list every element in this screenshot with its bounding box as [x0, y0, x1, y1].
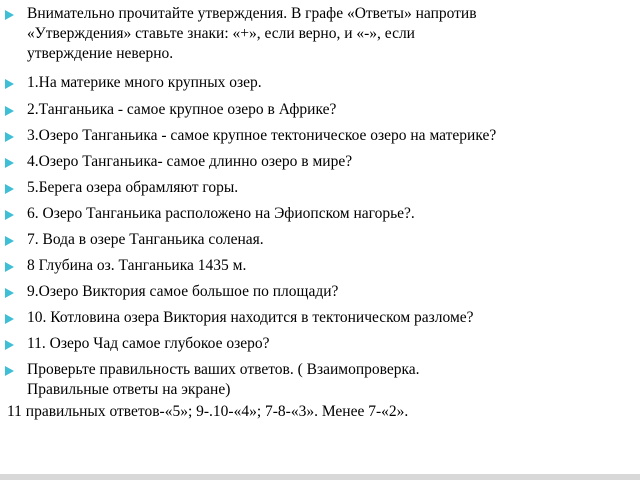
bullet-arrow-icon — [5, 314, 14, 324]
statement-text: 2.Танганьика - самое крупное озеро в Африке? — [27, 101, 337, 118]
bullet-arrow-icon — [5, 184, 14, 194]
bullet-arrow-icon — [5, 236, 14, 246]
statement-text: 6. Озеро Танганьика расположено на Эфиопском нагорье?. — [27, 205, 415, 222]
statement-text: 10. Котловина озера Виктория находится в тектоническом разломе? — [27, 309, 474, 326]
bullet-arrow-icon — [5, 132, 14, 142]
bullet-arrow-icon — [5, 158, 14, 168]
bullet-arrow-icon — [5, 366, 14, 376]
grading-scale: 11 правильных ответов-«5»; 9-.10-«4»; 7-8-«3». Менее 7-«2». — [7, 403, 409, 420]
bullet-arrow-icon — [5, 340, 14, 350]
bullet-arrow-icon — [5, 210, 14, 220]
statement-text: 8 Глубина оз. Танганьика 1435 м. — [27, 257, 247, 274]
statement-text: 9.Озеро Виктория самое большое по площади? — [27, 283, 339, 300]
statement-text: 5.Берега озера обрамляют горы. — [27, 179, 239, 196]
bullet-arrow-icon — [5, 79, 14, 89]
bullet-arrow-icon — [5, 288, 14, 298]
bullet-arrow-icon — [5, 106, 14, 116]
statement-text: 11. Озеро Чад самое глубокое озеро? — [27, 335, 270, 352]
statement-text: 1.На материке много крупных озер. — [27, 74, 262, 91]
bullet-arrow-icon — [5, 262, 14, 272]
statement-text: 4.Озеро Танганьика- самое длинно озеро в мире? — [27, 153, 353, 170]
bullet-arrow-icon — [5, 10, 14, 20]
statement-text: 7. Вода в озере Танганьика соленая. — [27, 231, 264, 248]
statement-text: 3.Озеро Танганьика - самое крупное тектоническое озеро на материке? — [27, 127, 497, 144]
check-instruction-text: Проверьте правильность ваших ответов. ( Взаимопроверка. Правильные ответы на экране) — [27, 361, 420, 398]
instruction-text: Внимательно прочитайте утверждения. В графе «Ответы» напротив «Утверждения» ставьте знаки: «+», если верно, и «-», если утверждение неверно. — [27, 5, 477, 62]
